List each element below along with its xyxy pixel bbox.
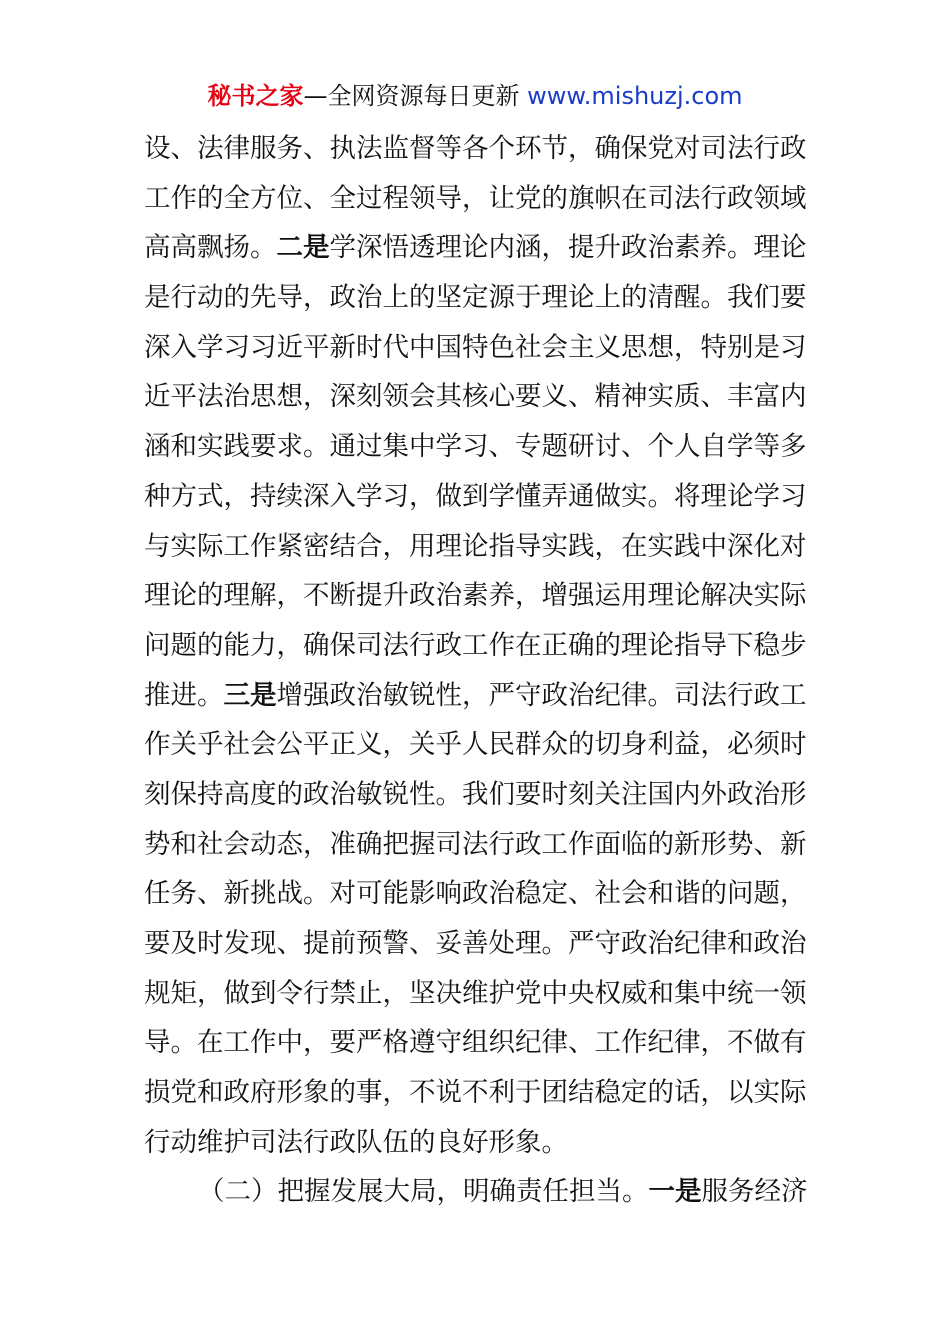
body-text — [144, 124, 806, 1217]
text-segment: 涵和实践要求。通过集中学习、专题研讨、个人自学等多 — [144, 431, 807, 463]
text-segment: 深入学习习近平新时代中国特色社会主义思想，特别是习 — [144, 331, 807, 363]
text-line — [144, 223, 806, 273]
text-line — [144, 969, 806, 1019]
bold-keyword: 三是 — [223, 679, 277, 711]
text-segment: 与实际工作紧密结合，用理论指导实践，在实践中深化对 — [144, 530, 807, 562]
text-line — [144, 770, 806, 820]
text-segment: 行动维护司法行政队伍的良好形象。 — [144, 1126, 568, 1158]
site-url-link[interactable]: www.mishuzj.com — [527, 82, 743, 110]
text-segment: 损党和政府形象的事，不说不利于团结稳定的话，以实际 — [144, 1077, 807, 1109]
text-line — [144, 124, 806, 174]
text-line — [144, 1018, 806, 1068]
text-line — [144, 1167, 806, 1217]
site-brand: 秘书之家 — [207, 82, 304, 110]
text-segment: 要及时发现、提前预警、妥善处理。严守政治纪律和政治 — [144, 928, 807, 959]
text-line — [144, 720, 806, 770]
text-line — [144, 174, 806, 224]
header-tagline: —全网资源每日更新 — [303, 82, 528, 110]
text-segment: 种方式，持续深入学习，做到学懂弄通做实。将理论学习 — [144, 480, 807, 512]
text-segment: 是行动的先导，政治上的坚定源于理论上的清醒。我们要 — [144, 282, 807, 314]
bold-keyword: 一是 — [648, 1176, 702, 1208]
text-segment: 推进。 — [144, 679, 224, 711]
text-line — [144, 671, 806, 721]
bold-keyword: 二是 — [276, 232, 330, 264]
text-line — [144, 522, 806, 572]
text-segment: 设、法律服务、执法监督等各个环节，确保党对司法行政 — [144, 133, 807, 164]
text-line — [144, 273, 806, 323]
text-line — [144, 820, 806, 870]
text-segment: 高高飘扬。 — [144, 232, 277, 264]
site-header — [0, 78, 950, 114]
text-segment: 工作的全方位、全过程领导，让党的旗帜在司法行政领域 — [144, 182, 807, 214]
text-segment: 作关乎社会公平正义，关乎人民群众的切身利益，必须时 — [144, 729, 807, 761]
text-segment: （二）把握发展大局，明确责任担当。 — [198, 1176, 649, 1208]
text-line — [144, 323, 806, 373]
text-line — [144, 919, 806, 969]
text-line — [144, 621, 806, 671]
text-segment: 刻保持高度的政治敏锐性。我们要时刻关注国内外政治形 — [144, 778, 807, 810]
text-segment: 问题的能力，确保司法行政工作在正确的理论指导下稳步 — [144, 629, 807, 661]
text-line — [144, 1068, 806, 1118]
text-segment: 学深悟透理论内涵，提升政治素养。理论 — [329, 232, 807, 264]
text-segment: 理论的理解，不断提升政治素养，增强运用理论解决实际 — [144, 580, 807, 612]
text-segment: 势和社会动态，准确把握司法行政工作面临的新形势、新 — [144, 828, 807, 860]
text-line — [144, 1118, 806, 1168]
text-segment: 规矩，做到令行禁止，坚决维护党中央权威和集中统一领 — [144, 977, 807, 1009]
text-segment: 服务经济 — [701, 1176, 808, 1208]
text-segment: 任务、新挑战。对可能影响政治稳定、社会和谐的问题， — [144, 878, 807, 910]
text-line — [144, 472, 806, 522]
text-line — [144, 422, 806, 472]
text-segment: 增强政治敏锐性，严守政治纪律。司法行政工 — [276, 679, 807, 711]
text-line — [144, 571, 806, 621]
text-line — [144, 372, 806, 422]
text-line — [144, 869, 806, 919]
text-segment: 导。在工作中，要严格遵守组织纪律、工作纪律，不做有 — [144, 1027, 807, 1059]
text-segment: 近平法治思想，深刻领会其核心要义、精神实质、丰富内 — [144, 381, 807, 413]
